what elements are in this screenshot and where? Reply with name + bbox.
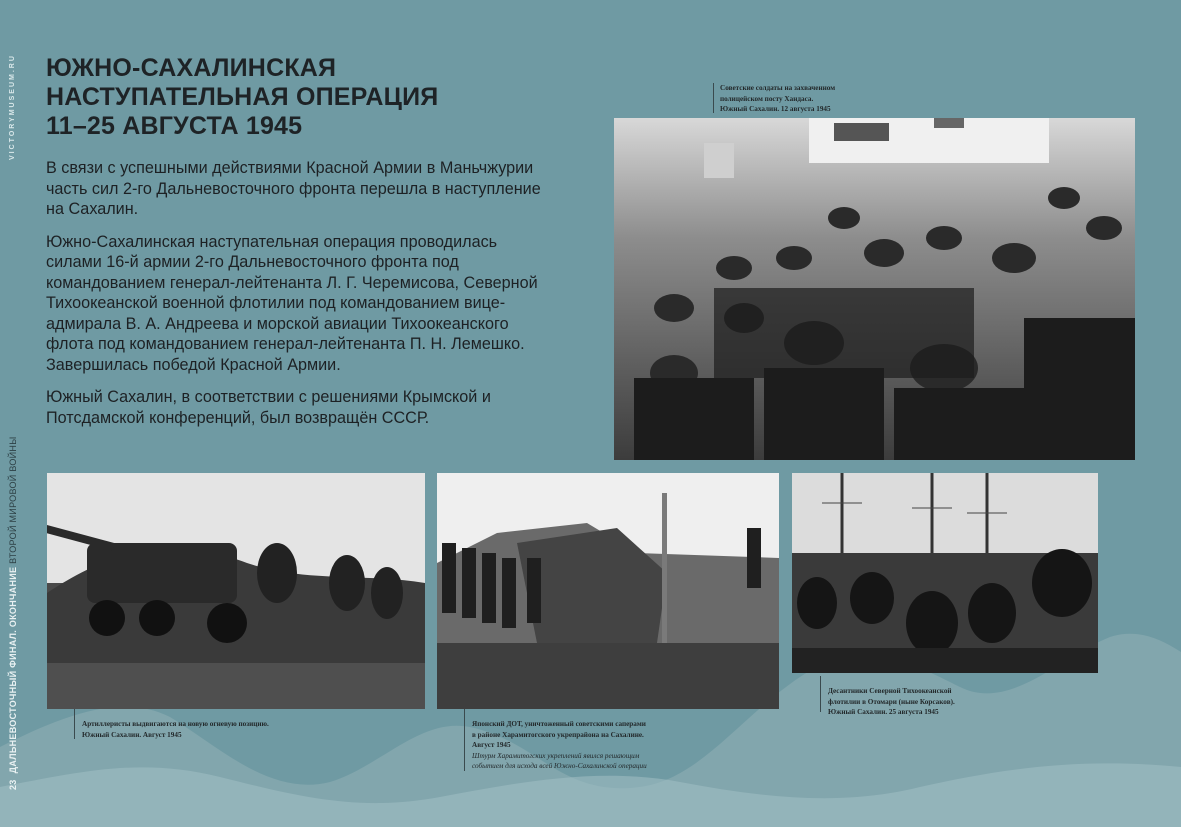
title-line-2: НАСТУПАТЕЛЬНАЯ ОПЕРАЦИЯ — [46, 83, 439, 111]
caption-artillery-line-2: Южный Сахалин. Август 1945 — [82, 730, 182, 739]
caption-bunker-line-3: Август 1945 — [472, 741, 511, 749]
photo-soldiers — [614, 118, 1135, 460]
caption-marines-line-1: Десантники Северной Тихоокеанской — [828, 687, 952, 695]
caption-soldiers-line-1: Советские солдаты на захваченном — [720, 84, 836, 92]
caption-bunker-note-2: событием для исхода всей Южно-Сахалинской операции — [472, 762, 647, 770]
photo-marines — [792, 473, 1098, 673]
runner-light: ВТОРОЙ МИРОВОЙ ВОЙНЫ — [8, 436, 18, 564]
caption-soldiers — [720, 83, 835, 115]
body-text — [46, 158, 546, 440]
paragraph-2: Южно-Сахалинская наступательная операция проводилась силами 16-й армии 2-го Дальневосточного фронта под командованием генерал-лейтенанта Л. Г. Черемисова, Северной Тихоокеанской военной флотилии под командованием вице-адмирала В. А. Андреева и морской авиации Тихоокеанского флота под командованием генерал-лейтенанта П. Н. Лемешко. Завершилась победой Красной Армии. — [46, 232, 538, 374]
caption-soldiers-line-3: Южный Сахалин. 12 августа 1945 — [720, 105, 831, 113]
caption-bunker-note-1: Штурм Харамитогских укреплений явился решающим — [472, 751, 640, 760]
page-title — [46, 54, 438, 141]
side-strip — [6, 0, 22, 827]
caption-artillery-line-1: Артиллеристы выдвигаются на новую огневую позицию. — [82, 720, 269, 728]
caption-soldiers-line-2: полицейском посту Хандаса. — [720, 94, 814, 103]
caption-marines — [828, 686, 955, 718]
caption-artillery — [82, 719, 269, 740]
caption-bunker-line-2: в районе Харамитогского укрепрайона на Сахалине. — [472, 730, 644, 739]
title-line-1: ЮЖНО-САХАЛИНСКАЯ — [46, 54, 337, 82]
caption-marines-line-3: Южный Сахалин. 25 августа 1945 — [828, 708, 939, 716]
paragraph-1: В связи с успешными действиями Красной Армии в Маньчжурии часть сил 2-го Дальневосточного фронта перешла в наступление на Сахалин. — [46, 159, 541, 218]
photo-artillery — [47, 473, 425, 709]
title-line-3: 11–25 АВГУСТА 1945 — [46, 112, 303, 140]
page-number: 23 — [8, 779, 18, 790]
runner-main: ДАЛЬНЕВОСТОЧНЫЙ ФИНАЛ. ОКОНЧАНИЕ — [8, 566, 18, 774]
site-url: VICTORYMUSEUM.RU — [9, 54, 16, 160]
paragraph-3: Южный Сахалин, в соответствии с решениями Крымской и Потсдамской конференций, был возвращён СССР. — [46, 388, 491, 427]
caption-marines-line-2: флотилии в Отомари (ныне Корсаков). — [828, 697, 955, 706]
running-header — [8, 437, 18, 791]
caption-bunker-line-1: Японский ДОТ, уничтоженный советскими саперами — [472, 720, 646, 728]
photo-bunker — [437, 473, 779, 709]
caption-bunker — [472, 719, 647, 772]
